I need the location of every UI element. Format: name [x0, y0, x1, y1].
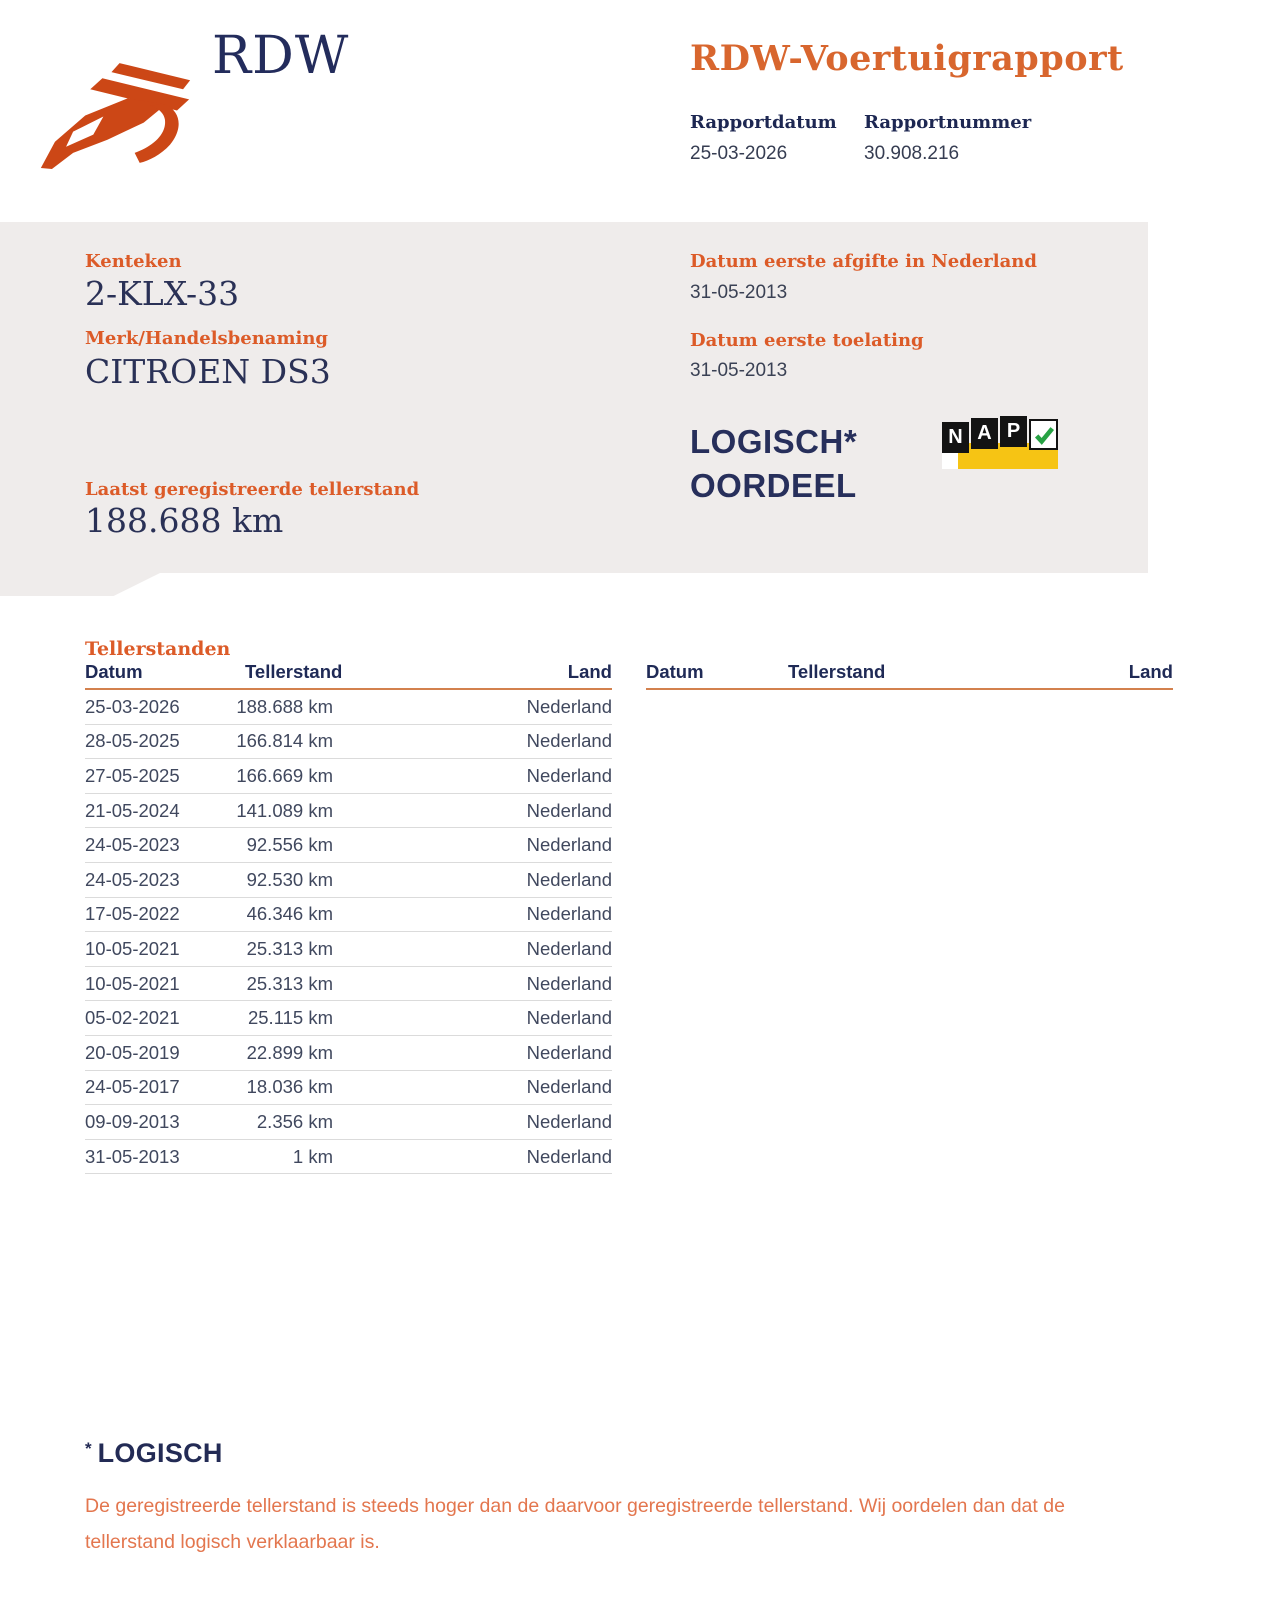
table-header-left [85, 661, 612, 690]
footnote-title-word: LOGISCH [97, 1438, 223, 1468]
kenteken-value: 2-KLX-33 [85, 274, 240, 313]
tellerstanden-section-title: Tellerstanden [85, 638, 231, 660]
row-datum: 25-03-2026 [85, 695, 180, 717]
row-tellerstand: 188.688 km [236, 695, 333, 717]
table-row [85, 932, 612, 967]
footnote-asterisk: * [85, 1439, 92, 1458]
toelating-value: 31-05-2013 [690, 360, 788, 381]
row-tellerstand: 25.313 km [246, 937, 333, 959]
col-header-land: Land [567, 661, 612, 682]
row-datum: 24-05-2023 [85, 868, 180, 890]
row-tellerstand: 92.530 km [246, 868, 333, 890]
oordeel-verdict [690, 420, 857, 508]
row-datum: 10-05-2021 [85, 972, 180, 994]
row-datum: 09-09-2013 [85, 1110, 180, 1132]
col-header-datum: Datum [646, 661, 704, 682]
table-row [85, 1036, 612, 1071]
table-row [85, 1071, 612, 1106]
table-row [85, 828, 612, 863]
row-tellerstand: 25.115 km [247, 1007, 333, 1029]
tellerstand-label: Laatst geregistreerde tellerstand [85, 479, 420, 500]
page-title: RDW-Voertuigrapport [690, 38, 1124, 79]
footnote-text: De geregistreerde tellerstand is steeds hoger dan de daarvoor geregistreerde tellerstand. Wij oordelen dan dat de tellerstand logisch verklaarbaar is. [85, 1495, 1065, 1553]
row-tellerstand: 22.899 km [246, 1041, 333, 1063]
tellerstanden-rows [85, 690, 612, 1174]
nap-tile-a: A [971, 418, 998, 449]
nap-checkmark-icon [1029, 419, 1058, 450]
row-land: Nederland [526, 972, 612, 994]
row-land: Nederland [526, 695, 612, 717]
panel-corner-tail [0, 573, 160, 596]
row-datum: 17-05-2022 [85, 903, 180, 925]
table-row [85, 794, 612, 829]
kenteken-label: Kenteken [85, 251, 182, 272]
col-header-datum: Datum [85, 661, 143, 682]
nap-tile-p: P [1000, 416, 1027, 447]
row-land: Nederland [526, 1145, 612, 1167]
merk-value: CITROEN DS3 [85, 352, 331, 391]
tellerstanden-table-right [646, 661, 1173, 690]
report-number-value: 30.908.216 [864, 143, 960, 164]
table-row [85, 967, 612, 1002]
rdw-wing-icon [38, 55, 196, 171]
nap-tile-n: N [942, 422, 969, 453]
report-date-label: Rapportdatum [690, 112, 837, 133]
row-land: Nederland [526, 764, 612, 786]
row-land: Nederland [526, 903, 612, 925]
table-header-right [646, 661, 1173, 690]
row-tellerstand: 92.556 km [246, 834, 333, 856]
oordeel-line2: OORDEEL [690, 467, 857, 504]
table-row [85, 863, 612, 898]
table-row [85, 1001, 612, 1036]
afgifte-value: 31-05-2013 [690, 282, 788, 303]
table-row [85, 759, 612, 794]
afgifte-label: Datum eerste afgifte in Nederland [690, 251, 1037, 272]
row-land: Nederland [526, 1076, 612, 1098]
row-tellerstand: 46.346 km [246, 903, 333, 925]
table-row [85, 1140, 612, 1175]
row-datum: 31-05-2013 [85, 1145, 180, 1167]
row-datum: 27-05-2025 [85, 764, 180, 786]
nap-logo-tiles [942, 416, 1058, 447]
row-land: Nederland [526, 868, 612, 890]
table-row [85, 690, 612, 725]
col-header-tellerstand: Tellerstand [245, 661, 343, 682]
report-meta [690, 112, 1031, 165]
row-land: Nederland [526, 799, 612, 821]
tellerstanden-table-left [85, 661, 612, 1174]
row-tellerstand: 141.089 km [236, 799, 333, 821]
row-tellerstand: 166.814 km [236, 730, 333, 752]
row-land: Nederland [526, 834, 612, 856]
table-row [85, 898, 612, 933]
row-land: Nederland [526, 1041, 612, 1063]
row-land: Nederland [526, 730, 612, 752]
merk-label: Merk/Handelsbenaming [85, 328, 329, 349]
footnote-title [85, 1438, 223, 1469]
table-row [85, 725, 612, 760]
row-datum: 28-05-2025 [85, 730, 180, 752]
row-tellerstand: 18.036 km [246, 1076, 333, 1098]
report-date-value: 25-03-2026 [690, 143, 788, 164]
row-land: Nederland [526, 1110, 612, 1132]
row-datum: 24-05-2017 [85, 1076, 180, 1098]
col-header-tellerstand: Tellerstand [788, 661, 886, 682]
row-datum: 24-05-2023 [85, 834, 180, 856]
report-date-block [690, 112, 837, 165]
row-datum: 05-02-2021 [85, 1007, 180, 1029]
row-datum: 20-05-2019 [85, 1041, 180, 1063]
oordeel-line1: LOGISCH* [690, 423, 858, 460]
report-number-block [864, 112, 1031, 165]
row-tellerstand: 2.356 km [256, 1110, 333, 1132]
col-header-land: Land [1128, 661, 1173, 682]
rdw-logo-text: RDW [212, 26, 350, 86]
report-number-label: Rapportnummer [864, 112, 1032, 133]
row-datum: 21-05-2024 [85, 799, 180, 821]
row-tellerstand: 166.669 km [236, 764, 333, 786]
row-land: Nederland [526, 1007, 612, 1029]
row-tellerstand: 25.313 km [246, 972, 333, 994]
row-land: Nederland [526, 937, 612, 959]
row-datum: 10-05-2021 [85, 937, 180, 959]
table-row [85, 1105, 612, 1140]
row-tellerstand: 1 km [292, 1145, 333, 1167]
tellerstand-value: 188.688 km [85, 501, 284, 540]
toelating-label: Datum eerste toelating [690, 330, 924, 351]
nap-logo [942, 416, 1062, 474]
